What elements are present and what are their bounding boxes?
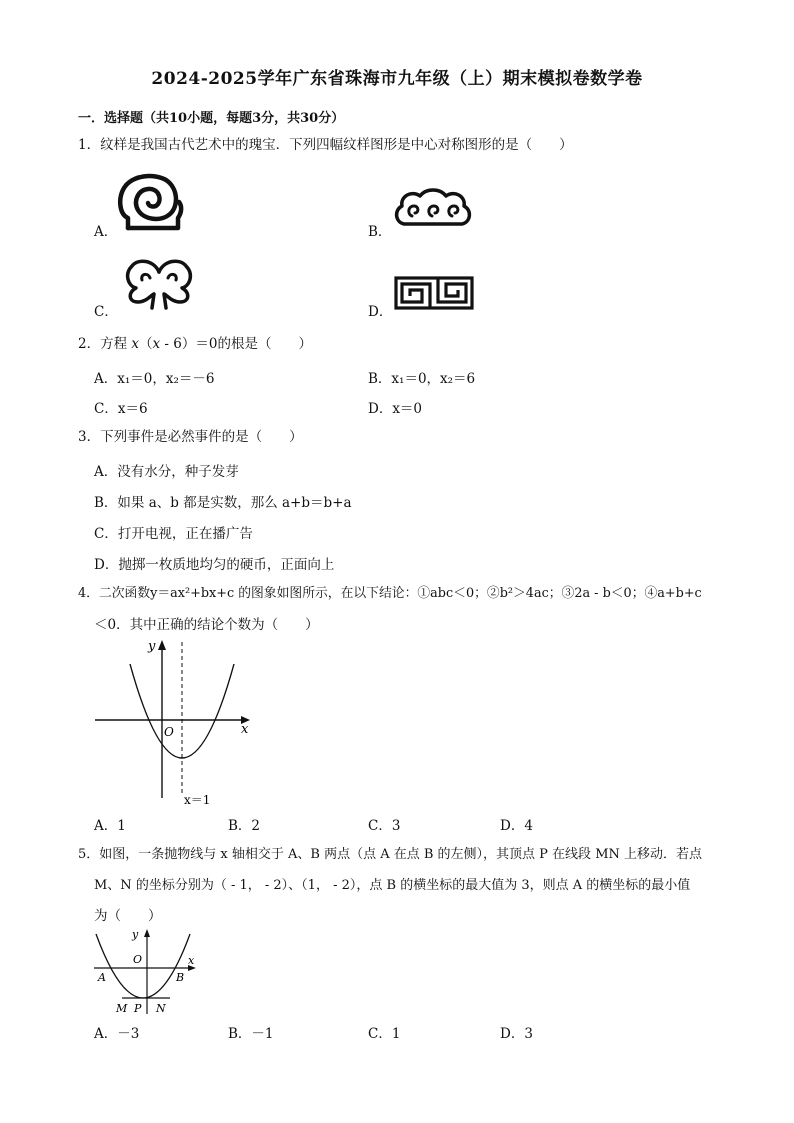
y-axis-label: y — [132, 928, 139, 941]
q3-stem: 3．下列事件是必然事件的是（ ） — [78, 429, 303, 445]
q2-stem-suffix: - 6）＝0的根是（ ） — [160, 336, 312, 352]
q2-var-x2: x — [152, 336, 161, 352]
q5-parabola-graph — [92, 926, 206, 1018]
q2-option-b: B．x₁＝0，x₂＝6 — [368, 371, 476, 387]
q4-option-b: B．2 — [228, 818, 261, 834]
q4-stem-line2: ＜0．其中正确的结论个数为（ ） — [94, 617, 319, 633]
x-axis-label: x — [241, 722, 249, 737]
section-heading: 一．选择题（共10小题，每题3分，共30分） — [78, 111, 345, 126]
y-axis-label: y — [148, 639, 156, 654]
origin-label: O — [164, 725, 174, 739]
spiral-cloud-icon — [116, 170, 186, 230]
q3-option-a: A．没有水分，种子发芽 — [94, 464, 239, 480]
q4-option-c: C．3 — [368, 818, 401, 834]
q1-option-a-label: A． — [94, 224, 118, 240]
ruyi-cloud-icon — [120, 254, 198, 310]
q5-option-d: D．3 — [500, 1026, 533, 1042]
y-arrow-icon — [158, 640, 166, 650]
key-fret-pattern-icon — [394, 276, 474, 310]
q3-option-c: C．打开电视，正在播广告 — [94, 526, 253, 542]
cloud-pattern-icon — [392, 186, 474, 232]
q3-option-b: B．如果 a、b 都是实数，那么 a+b＝b+a — [94, 495, 352, 511]
q2-stem — [78, 335, 312, 353]
q2-stem-mid: （ — [139, 336, 153, 352]
q2-stem-prefix: 2．方程 — [78, 336, 132, 352]
x-axis-label: x — [188, 954, 195, 967]
q4-parabola-graph — [90, 636, 260, 808]
point-a-label: A — [98, 971, 106, 984]
symmetry-axis-label: x＝1 — [184, 793, 211, 807]
q3-option-d: D．抛掷一枚质地均匀的硬币，正面向上 — [94, 557, 335, 573]
q5-option-a: A．－3 — [94, 1026, 140, 1042]
q1-option-b-label: B． — [368, 224, 392, 240]
q2-option-d: D．x＝0 — [368, 401, 423, 417]
q1-option-d-label: D． — [368, 304, 393, 320]
y-arrow-icon — [144, 929, 150, 937]
q5-option-c: C．1 — [368, 1026, 401, 1042]
q5-stem-line3: 为（ ） — [94, 908, 162, 924]
point-b-label: B — [176, 971, 185, 984]
q2-var-x1: x — [131, 336, 140, 352]
point-m-label: M — [116, 1002, 128, 1015]
origin-label: O — [133, 953, 143, 966]
point-n-label: N — [156, 1002, 166, 1015]
q4-option-d: D．4 — [500, 818, 533, 834]
point-p-label: P — [134, 1002, 142, 1015]
q5-stem-line2: M、N 的坐标分别为（ - 1， - 2）、（1， - 2），点 B 的横坐标的最大值为 3，则点 A 的横坐标的最小值 — [94, 878, 691, 893]
q4-option-a: A．1 — [94, 818, 126, 834]
q1-stem: 1．纹样是我国古代艺术中的瑰宝．下列四幅纹样图形是中心对称图形的是（ ） — [78, 137, 573, 153]
page-title: 2024-2025学年广东省珠海市九年级（上）期末模拟卷数学卷 — [151, 69, 643, 89]
parabola-curve — [96, 934, 190, 998]
q4-stem-line1: 4．二次函数y＝ax²+bx+c 的图象如图所示，在以下结论：①abc＜0；②b²＞4ac；③2a - b＜0；④a+b+c — [78, 586, 702, 601]
q5-option-b: B．－1 — [228, 1026, 274, 1042]
q2-option-c: C．x＝6 — [94, 401, 148, 417]
q5-stem-line1: 5．如图，一条抛物线与 x 轴相交于 A、B 两点（点 A 在点 B 的左侧），其顶点 P 在线段 MN 上移动．若点 — [78, 847, 703, 862]
q2-option-a: A．x₁＝0，x₂＝－6 — [94, 371, 215, 387]
q1-option-c-label: C． — [94, 304, 118, 320]
